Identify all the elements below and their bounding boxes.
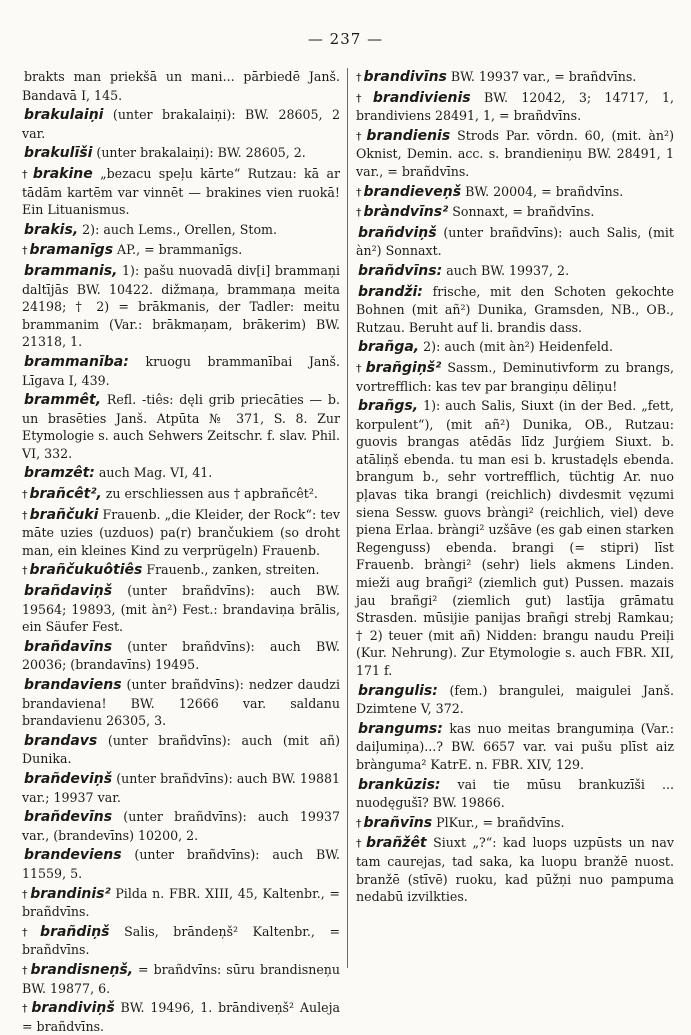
headword: brañdiņš: [40, 923, 110, 940]
entry-text: brakts man priekšā un mani... pārbiedē Janš. Bandavā I, 145.: [22, 69, 340, 103]
headword: brandiviņš: [31, 1000, 115, 1017]
dictionary-entry: [22, 485, 340, 504]
entry-text: vai tie mūsu brankuzīši ... nuodęgušī? BW. 19866.: [356, 776, 674, 811]
entry-text: BW. 19937 var., = brañdvīns.: [450, 69, 637, 84]
entry-text: kas nuo meitas brangumiņa (Var.: daiļumiņa)...? BW. 6657 var. vai pušu plīst aiz bràngumа² KatrE. n. FBR. XIV, 129.: [356, 720, 674, 772]
entry-text: (unter brañdvīns): auch BW. 19564; 19893, (mit àn²) Fest.: brandaviņa brālis, ein Säufer Fest.: [22, 583, 340, 635]
entry-text: AP., = brammanīgs.: [117, 242, 243, 258]
dictionary-entry: [356, 338, 674, 357]
entry-text: (unter brañdvīns): auch BW. 20036; (brandavīns) 19495.: [22, 638, 340, 673]
dagger-mark: †: [22, 508, 28, 522]
entry-text: Pilda n. FBR. XIII, 45, Kaltenbr., = brañdvīns.: [22, 885, 340, 920]
entry-text: PlKur., = brañdvīns.: [436, 814, 565, 830]
entry-text: (unter brakalaiņi): BW. 28605, 2 var.: [22, 107, 340, 141]
dictionary-entry: [22, 221, 340, 240]
dictionary-entry: [22, 353, 340, 389]
headword: brañcêt²,: [29, 486, 102, 503]
dagger-mark: †: [356, 185, 362, 199]
dictionary-entry: [22, 391, 340, 462]
headword: brañgiņš²: [365, 359, 442, 376]
headword: brañdeviņš: [24, 770, 113, 787]
column-divider: [347, 68, 348, 968]
dagger-mark: †: [22, 887, 29, 901]
headword: brañčukuôtiês: [29, 562, 143, 579]
dictionary-entry: [356, 359, 674, 395]
dictionary-entry: [356, 814, 674, 833]
headword: brañčuki: [29, 506, 99, 523]
entry-text: (unter brañdvīns): nedzer daudzi brandaviena! BW. 12666 var. saldanu brandavienu 26305, 3.: [22, 677, 340, 729]
dagger-mark: †: [356, 361, 364, 375]
headword: brandivīns: [363, 69, 447, 85]
headword: brankūzis:: [358, 776, 441, 793]
headword: brakis,: [24, 221, 79, 238]
dagger-mark: †: [356, 71, 362, 84]
entry-text: (unter brañdvīns): auch BW. 11559, 5.: [22, 847, 340, 881]
dagger-mark: †: [356, 206, 362, 220]
headword: brañga,: [358, 339, 420, 356]
entry-text: kruogu brammanībai Janš. Līgava I, 439.: [22, 353, 340, 388]
headword: bramanīgs: [29, 242, 114, 259]
dagger-mark: †: [356, 837, 364, 851]
dictionary-entry: [22, 106, 340, 142]
left-column: [22, 68, 340, 1034]
entry-text: 2): auch (mit àn²) Heidenfeld.: [423, 339, 613, 355]
dictionary-entry: [22, 885, 340, 921]
entry-text: Refl. -tiês: dęli grib priecāties — b. un brasēties Janš. Atpūta № 371, S. 8. Zur Etymologie s. auch Sehwers Zeitschr. f. slav. Phil. VI, 332.: [22, 392, 340, 461]
dictionary-entry: [356, 224, 674, 260]
headword: brandivienis: [372, 89, 471, 106]
entry-text: BW. 20004, = brañdvīns.: [465, 183, 624, 199]
headword: brañdviņš: [358, 224, 437, 241]
page-number: — 237 —: [307, 30, 384, 48]
dictionary-entry: [356, 68, 674, 87]
entry-text: (unter brañdvīns): auch BW. 19881 var.; 19937 var.: [22, 770, 340, 805]
dictionary-entry: [356, 203, 674, 222]
entry-text: 1): auch Salis, Siuxt (in der Bed. „fett, korpulent“), (mit añ²) Dunika, OB., Rutzau: guovis brangas atēdās līdz Jurģiem Siuxt. b. atāliņš ebenda. tu man esi b. krustadęls ebenda. brangum b., sehr vortrefflich, tüchtig Ar. nuo pļavas tika brangi (reichlich) divdesmit vęzumi siena Sessw. guovs bràngi² (reichlich, viel) deve piena Erlaa. bràngi² uzšāve (es gab einen starken Regenguss) ebenda. brangi (= stipri) līst Frauenb. bràngi² (sehr) liels akmens Linden. mieži aug brañgi² (ziemlich gut) Pussen. mazais jau brañgi² (ziemlich gut) lastīja grāmatu Strasden. mūsijie panijas brañgi strebj Ramkau; † 2) teuer (mit añ) Nidden: brangu naudu Preiļi (Kur. Nehrung). Zur Etymologie s. auch FBR. XII, 171 f.: [356, 398, 674, 678]
dagger-mark: †: [356, 91, 371, 105]
dictionary-entry: [356, 834, 674, 905]
headword: brañžêt: [365, 835, 427, 852]
headword: brangulis:: [358, 682, 438, 699]
dictionary-entry: [22, 262, 340, 351]
entry-text: 2): auch Lems., Orellen, Stom.: [82, 221, 277, 237]
headword: brangums:: [358, 720, 443, 737]
headword: brakulaiņi: [24, 107, 104, 124]
entry-text: (unter brakalaiņi): BW. 28605, 2.: [96, 145, 306, 161]
headword: bràndvīns²: [363, 204, 449, 221]
dictionary-entry: [22, 732, 340, 768]
dagger-mark: †: [22, 244, 28, 258]
headword: brañdevīns: [24, 809, 113, 826]
dictionary-entry: [356, 89, 674, 125]
headword: brañvīns: [363, 814, 433, 831]
headword: brañdavīns: [24, 638, 113, 655]
dictionary-entry: [22, 165, 340, 219]
headword: brañgs,: [358, 398, 419, 415]
entry-text: Frauenb., zanken, streiten.: [146, 562, 320, 578]
entry-text: auch BW. 19937, 2.: [446, 262, 570, 278]
dictionary-entry: [22, 506, 340, 560]
entry-text: Sonnaxt, = brañdvīns.: [452, 204, 595, 220]
dictionary-entry: [22, 676, 340, 730]
dagger-mark: †: [22, 925, 39, 939]
entry-text: Siuxt „?“: kad luops uzpūsts un nav tam caurejas, tad saka, ka luopu branžē nuost. branžē (stīvē) ruoku, kad pūžņi nuo pampuma nedabū izvilkties.: [356, 835, 674, 905]
dictionary-entry: [356, 262, 674, 281]
entry-text: Frauenb. „die Kleider, der Rock“: tev māte uzies (uzduos) pa(r) brančukiem (so droht man, ein kleines Kind zu verprügeln) Frauenb.: [22, 506, 340, 558]
dictionary-entry: [356, 283, 674, 337]
dictionary-entry: [22, 961, 340, 997]
entry-text: BW. 12042, 3; 14717, 1, brandiviens 28491, 1, = brañdvīns.: [356, 89, 674, 124]
headword: brañdvīns:: [358, 262, 443, 279]
headword: brandži:: [358, 283, 423, 300]
entry-text: Strods Par. vōrdn. 60, (mit. àn²) Oknist, Demin. acc. s. brandieniņu BW. 28491, 1 var., = brañdvīns.: [356, 127, 674, 179]
dictionary-entry: [356, 720, 674, 774]
dictionary-entry: [22, 582, 340, 636]
dictionary-entry: [356, 776, 674, 812]
entry-text: BW. 19496, 1. brāndiveņš² Auleja = brañdvīns.: [22, 1000, 340, 1034]
dictionary-entry: [22, 241, 340, 260]
dictionary-entry: [356, 127, 674, 181]
entry-text: frische, mit den Schoten gekochte Bohnen (mit añ²) Dunika, Gramsden, NB., OB., Rutzau. Beruht auf li. brandis dass.: [356, 283, 674, 335]
dictionary-entry: [22, 808, 340, 844]
entry-text: Salis, brāndeņš² Kaltenbr., = brañdvīns.: [22, 923, 340, 958]
headword: brandisneņš,: [30, 961, 134, 978]
entry-text: auch Mag. VI, 41.: [98, 465, 213, 481]
dictionary-entry: [22, 999, 340, 1035]
dictionary-entry: [22, 770, 340, 806]
dictionary-entry: [356, 682, 674, 718]
headword: brandieveņš: [363, 183, 462, 200]
entry-text: = brañdvīns: sūru brandisneņu BW. 19877, 6.: [22, 961, 340, 996]
dictionary-entry: [22, 638, 340, 674]
headword: brandavs: [24, 732, 98, 749]
dictionary-entry: [22, 464, 340, 483]
entry-text: (unter brañdvīns): auch 19937 var., (brandevīns) 10200, 2.: [22, 809, 340, 843]
entry-text: (unter brañdvīns): auch Salis, (mit àn²) Sonnaxt.: [356, 224, 674, 259]
headword: bramzêt:: [24, 465, 95, 482]
dagger-mark: †: [22, 167, 31, 181]
headword: brammanība:: [24, 353, 129, 370]
dictionary-entry: [22, 846, 340, 882]
entry-text: Sassm., Deminutivform zu brangs, vortrefflich: kas tev par brangiņu dēliņu!: [356, 359, 674, 394]
headword: brandienis: [366, 127, 451, 144]
dictionary-entry: [356, 397, 674, 680]
dictionary-entry: [356, 183, 674, 202]
headword: brandeviens: [24, 847, 122, 864]
headword: brandaviens: [24, 677, 122, 693]
dagger-mark: †: [22, 488, 28, 502]
dagger-mark: †: [356, 816, 362, 830]
right-column: [356, 68, 674, 990]
entry-text: „bezacu speļu kārte“ Rutzau: kā ar tādām kartēm var vinnēt — brakines vien ruokā! Ein Lituanismus.: [22, 165, 340, 218]
headword: brandinis²: [30, 885, 111, 902]
dagger-mark: †: [356, 129, 365, 143]
headword: brammêt,: [24, 392, 102, 409]
dagger-mark: †: [22, 963, 29, 977]
dictionary-entry: [22, 923, 340, 959]
headword: brakulīši: [24, 145, 93, 162]
dagger-mark: †: [22, 1002, 30, 1016]
entry-text: 1): pašu nuovadā div[i] brammaņi daltījās BW. 10422. dižmaņa, brammaņa meita 24198; † 2) = brākmanis, der Tadler: meitu brammanim (Var.: brākmaņam, brākerim) BW. 21318, 1.: [22, 262, 340, 350]
dictionary-entry: [22, 68, 340, 104]
entry-text: zu erschliessen aus † apbrañcêt².: [105, 486, 318, 502]
dictionary-entry: [22, 144, 340, 163]
dictionary-entry: [22, 561, 340, 580]
dagger-mark: †: [22, 564, 28, 578]
headword: brañdaviņš: [24, 583, 113, 600]
entry-text: (fem.) brangulei, maigulei Janš. Dzimtene V, 372.: [356, 682, 674, 717]
headword: brakine: [32, 165, 93, 182]
headword: brammanis,: [24, 262, 118, 279]
entry-text: (unter brañdvīns): auch (mit añ) Dunika.: [22, 732, 340, 767]
